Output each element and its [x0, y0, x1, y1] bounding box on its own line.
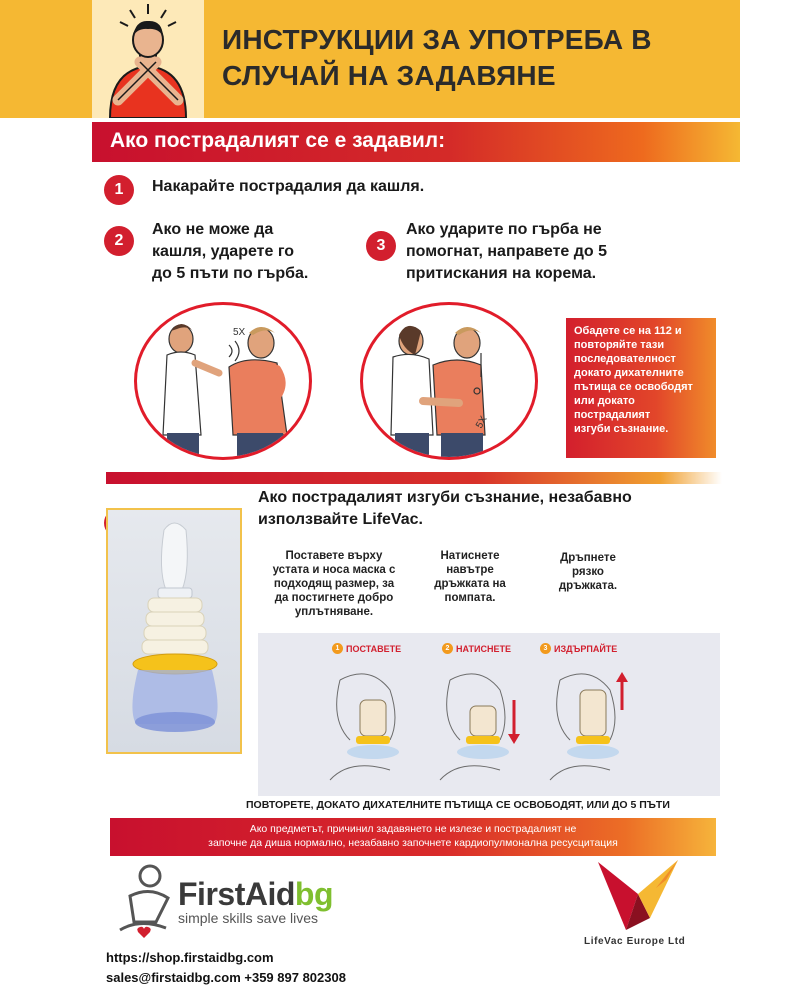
instruction-pull — [546, 551, 630, 593]
step-2-text — [152, 219, 308, 285]
step-line: Накарайте пострадалия да кашля. — [152, 178, 425, 195]
title-line: Ако пострадалият изгуби съзнание, незабавно — [258, 489, 632, 506]
instruction-line: помпата. — [444, 592, 496, 604]
step-line: помогнат, направете до 5 — [406, 243, 608, 260]
brand-name — [178, 876, 333, 913]
cpr-line: започне да диша нормално, незабавно започнете кардиопулмонална ресусцитация — [208, 837, 618, 849]
step-badge: 1 — [104, 175, 134, 205]
lifevac-device-icon — [108, 510, 240, 752]
abdominal-thrusts-illustration — [360, 302, 538, 460]
contact-info: sales@firstaidbg.com +359 897 802308 — [106, 970, 346, 985]
action-label: НАТИСНЕТЕ — [456, 643, 512, 654]
brand-suffix: bg — [294, 876, 333, 912]
step-line: кашля, ударете го — [152, 243, 295, 260]
instruction-line: уплътняване. — [294, 606, 374, 618]
cpr-line: Ако предметът, причинил задавянето не излезе и пострадалият не — [249, 823, 577, 835]
lifevac-logo-icon — [596, 858, 680, 932]
action-number: 1 — [332, 643, 343, 654]
note-line: повторяйте тази — [574, 339, 665, 351]
action-label-place — [332, 643, 401, 654]
website-link[interactable]: https://shop.firstaidbg.com — [106, 950, 274, 965]
section-divider — [106, 472, 722, 484]
back-blows-illustration — [134, 302, 312, 460]
note-line: или докато — [574, 395, 635, 407]
cpr-text — [110, 822, 716, 850]
action-number: 2 — [442, 643, 453, 654]
instruction-line: подходящ размер, за — [273, 578, 395, 590]
back-blows-count: 5X — [233, 327, 246, 338]
instruction-place — [264, 549, 404, 619]
instruction-line: устата и носа маска с — [272, 564, 396, 576]
firstaid-logo-icon — [110, 862, 182, 942]
instruction-line: Поставете върху — [285, 550, 383, 562]
note-line: Обадете се на 112 и — [574, 325, 682, 337]
step-line: притискания на корема. — [406, 265, 597, 282]
action-label: ПОСТАВЕТЕ — [346, 643, 402, 654]
action-number: 3 — [540, 643, 551, 654]
note-line: изгуби съзнание. — [574, 423, 669, 435]
note-line: последователност — [574, 353, 676, 365]
repeat-instruction: ПОВТОРЕТЕ, ДОКАТО ДИХАТЕЛНИТЕ ПЪТИЩА СЕ ОСВОБОДЯТ, ИЛИ ДО 5 ПЪТИ — [246, 799, 670, 811]
partner-name: LifeVac Europe Ltd — [584, 936, 686, 947]
note-line: пострадалият — [574, 409, 651, 421]
instruction-line: Натиснете — [440, 550, 500, 562]
page-title — [222, 22, 732, 94]
title-line: използвайте LifeVac. — [258, 511, 423, 528]
title-line: ИНСТРУКЦИИ ЗА УПОТРЕБА В — [222, 24, 652, 55]
brand-tagline: simple skills save lives — [178, 910, 319, 926]
step-3-text — [406, 219, 607, 285]
title-line: СЛУЧАЙ НА ЗАДАВЯНЕ — [222, 60, 556, 91]
action-label-pull — [540, 643, 617, 654]
note-line: пътища се освободят — [574, 381, 693, 393]
action-label: ИЗДЪРПАЙТЕ — [554, 643, 618, 654]
instruction-line: навътре — [446, 564, 494, 576]
choking-person-icon — [96, 0, 200, 118]
step-line: Ако не може да — [152, 221, 274, 238]
instruction-line: дръжката. — [558, 580, 618, 592]
banner-text: Ако пострадалият се е задавил: — [110, 129, 446, 152]
instruction-line: да постигнете добро — [274, 592, 394, 604]
instruction-line: Дръпнете — [560, 552, 616, 564]
note-line: докато дихателните — [574, 367, 684, 379]
action-label-press — [442, 643, 511, 654]
brand-main: FirstAid — [178, 876, 295, 912]
lifevac-photo — [106, 508, 242, 754]
back-blows-drawing — [137, 305, 312, 460]
step-badge: 3 — [366, 231, 396, 261]
lifevac-usage-drawing — [300, 660, 660, 794]
instruction-line: дръжката на — [434, 578, 506, 590]
call-112-note — [566, 318, 716, 458]
instruction-line: рязко — [572, 566, 604, 578]
step-1-text — [152, 176, 424, 198]
step-line: до 5 пъти по гърба. — [152, 265, 309, 282]
instruction-press — [424, 549, 516, 605]
abdominal-count: 5X — [474, 414, 490, 431]
step-4-title — [258, 487, 728, 531]
step-line: Ако ударите по гърба не — [406, 221, 602, 238]
step-badge: 2 — [104, 226, 134, 256]
abdominal-thrusts-drawing — [363, 305, 538, 460]
